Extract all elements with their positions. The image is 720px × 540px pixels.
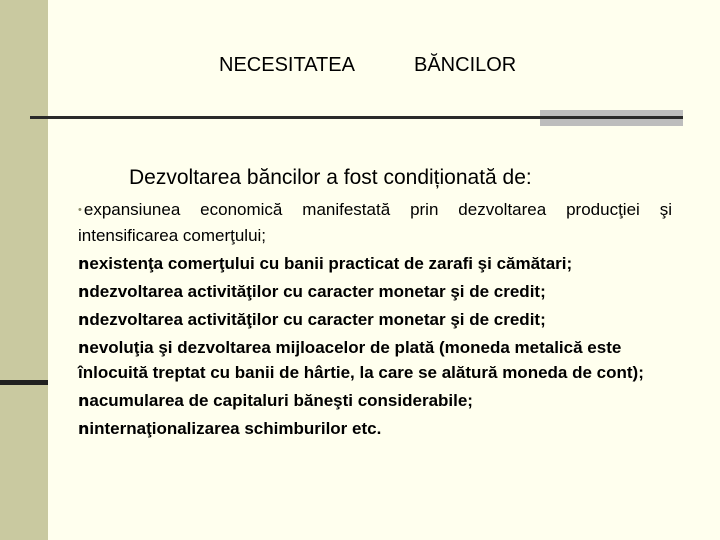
title-divider-accent-line <box>540 116 683 119</box>
bullet-square-icon: n <box>78 419 90 439</box>
list-item-text: expansiunea economică manifestată prin dezvoltarea producţiei şi intensificarea comerţului; <box>78 200 672 246</box>
slide-title <box>0 54 720 80</box>
bullet-dot-icon: • <box>78 204 82 217</box>
list-item <box>78 335 672 385</box>
list-item-text: evoluţia şi dezvoltarea mijloacelor de plată (moneda metalică este înlocuită treptat cu banii de hârtie, la care se alătură moneda de cont); <box>78 338 644 383</box>
list-item <box>78 279 672 304</box>
bullet-square-icon: n <box>78 310 90 330</box>
list-item <box>78 307 672 332</box>
title-divider-line <box>30 116 540 119</box>
title-word-bancilor: BĂNCILOR <box>414 54 517 76</box>
left-band-marker <box>0 380 48 385</box>
list-item <box>78 388 672 413</box>
bullet-list <box>78 197 672 444</box>
left-decorative-band <box>0 0 48 540</box>
list-item-text: dezvoltarea activităţilor cu caracter monetar şi de credit; <box>89 310 546 330</box>
bullet-square-icon: n <box>78 338 90 358</box>
list-item-text: dezvoltarea activităţilor cu caracter monetar şi de credit; <box>89 282 546 302</box>
list-item <box>78 251 672 276</box>
list-item-text: existenţa comerţului cu banii practicat de zarafi şi cămătari; <box>89 254 573 274</box>
list-item <box>78 197 672 248</box>
bullet-square-icon: n <box>78 391 90 411</box>
list-item-text: internaţionalizarea schimburilor etc. <box>89 419 382 439</box>
bullet-square-icon: n <box>78 282 90 302</box>
slide-subtitle: Dezvoltarea băncilor a fost condiționată de: <box>129 166 532 189</box>
title-word-necesitatea: NECESITATEA <box>219 54 355 76</box>
bullet-square-icon: n <box>78 254 90 274</box>
list-item-text: acumularea de capitaluri băneşti considerabile; <box>89 391 473 411</box>
list-item <box>78 416 672 441</box>
